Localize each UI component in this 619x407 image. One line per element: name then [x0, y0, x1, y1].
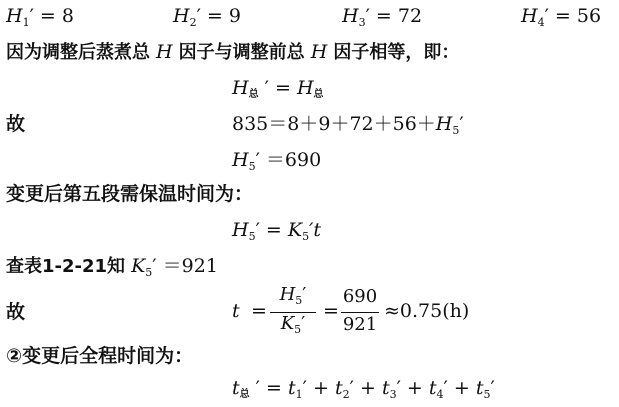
statement-total-time: ②变更后全程时间为：	[6, 345, 194, 367]
equation-h5-value: $H_5' =690$	[232, 149, 322, 173]
equals-sign-2: =	[323, 300, 339, 322]
statement-fifth-stage-time: 变更后第五段需保温时间为：	[6, 183, 254, 205]
fraction-numerator-h5: $H_5'$	[279, 284, 307, 307]
h1-prime-value: $H_1' = 8$	[6, 5, 74, 29]
equals-sign-1: =	[251, 300, 267, 322]
h3-prime-value: $H_3' = 72$	[342, 5, 423, 29]
statement-lookup-table: 查表1-2-21知 $K_5' =921$	[6, 255, 218, 279]
label-therefore-1: 故	[6, 113, 26, 135]
variable-t: t	[232, 300, 240, 322]
equation-total-time: t总 ′ = $t_1' + t_2' + t_3' + t_4' + t_5'$	[232, 377, 495, 401]
statement-equal-factors: 因为调整后蒸煮总 H 因子与调整前总 H 因子相等，即：	[6, 41, 460, 63]
equation-sum-h5: $835=8+9+72+56+H_5'$	[232, 113, 464, 137]
label-therefore-2: 故	[6, 301, 26, 323]
fraction-denominator-k5: $K_5'$	[280, 313, 306, 336]
approx-result: ≈0.75(h)	[384, 300, 470, 322]
h4-prime-value: $H_4' = 56$	[521, 5, 602, 29]
h2-prime-value: $H_2' = 9$	[173, 5, 241, 29]
fraction-numerator-690: 690	[342, 286, 378, 307]
equation-total-h: H总 ′ = H总	[232, 77, 324, 100]
equation-h5-k5t: $H_5' = K_5't$	[232, 219, 322, 243]
fraction-denominator-921: 921	[342, 314, 378, 335]
